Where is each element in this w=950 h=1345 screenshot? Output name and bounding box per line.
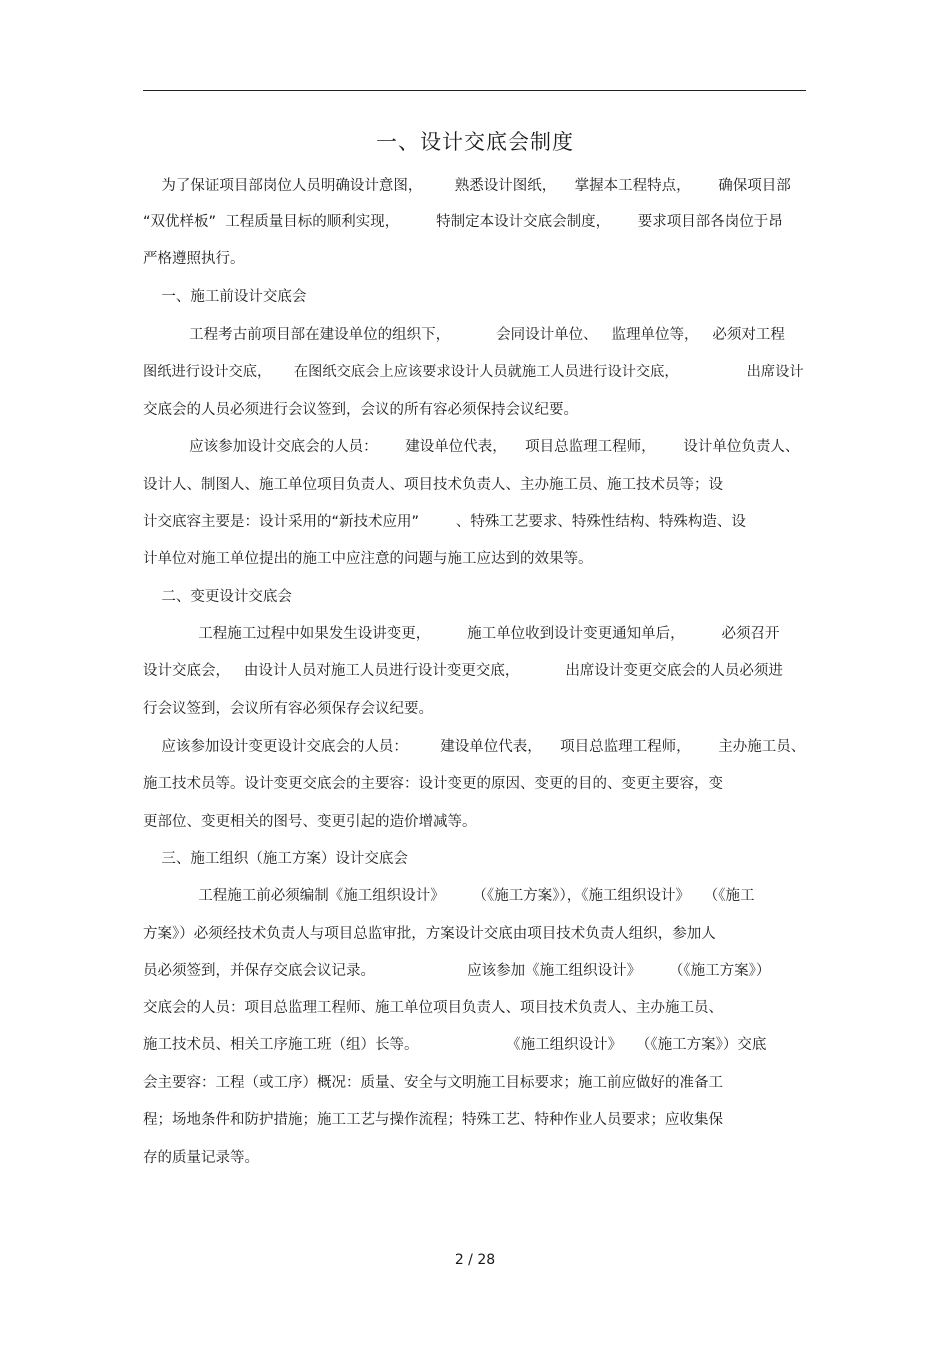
text-line: 方案》）必须经技术负责人与项目总监审批，方案设计交底由项目技术负责人组织，参加人 <box>143 926 716 942</box>
header-rule <box>143 90 806 91</box>
text-line: 应该参加设计变更设计交底会的人员： 建设单位代表， 项目总监理工程师， 主办施工员、 <box>143 739 806 755</box>
text-line: 严格遵照执行。 <box>143 251 245 267</box>
section-heading: 三、施工组织（施工方案）设计交底会 <box>143 851 408 867</box>
text-line: “双优样板” 工程质量目标的顺利实现， 特制定本设计交底会制度， 要求项目部各岗位于昂 <box>143 214 783 230</box>
text-line: 设计交底会， 由设计人员对施工人员进行设计变更交底， 出席设计变更交底会的人员必须进 <box>143 663 783 679</box>
text-line: 员必须签到，并保存交底会议记录。 应该参加《施工组织设计》 （《施工方案》） <box>143 963 771 979</box>
text-line: 程；场地条件和防护措施；施工工艺与操作流程；特殊工艺、特种作业人员要求；应收集保 <box>143 1112 723 1128</box>
page-title: 一、设计交底会制度 <box>376 130 574 154</box>
text-line: 图纸进行设计交底， 在图纸交底会上应该要求设计人员就施工人员进行设计交底， 出席设计 <box>143 364 804 380</box>
text-line: 更部位、变更相关的图号、变更引起的造价增减等。 <box>143 814 477 830</box>
text-line: 为了保证项目部岗位人员明确设计意图， 熟悉设计图纸， 掌握本工程特点， 确保项目部 <box>143 178 791 194</box>
text-line: 交底会的人员：项目总监理工程师、施工单位项目负责人、项目技术负责人、主办施工员、 <box>143 1000 723 1016</box>
section-heading: 一、施工前设计交底会 <box>143 289 307 305</box>
text-line: 会主要容：工程（或工序）概况：质量、安全与文明施工目标要求；施工前应做好的准备工 <box>143 1075 723 1091</box>
text-line: 行会议签到，会议所有容必须保存会议纪要。 <box>143 701 433 717</box>
text-line: 施工技术员、相关工序施工班（组）长等。 《施工组织设计》 （《施工方案》）交底 <box>143 1037 767 1053</box>
text-line: 存的质量记录等。 <box>143 1150 259 1166</box>
text-line: 交底会的人员必须进行会议签到，会议的所有容必须保持会议纪要。 <box>143 402 578 418</box>
text-line: 应该参加设计交底会的人员： 建设单位代表， 项目总监理工程师， 设计单位负责人、 <box>143 439 800 455</box>
text-line: 施工技术员等。设计变更交底会的主要容：设计变更的原因、变更的目的、变更主要容，变 <box>143 776 723 792</box>
section-heading: 二、变更设计交底会 <box>143 589 292 605</box>
text-line: 工程施工过程中如果发生设讲变更， 施工单位收到设计变更通知单后， 必须召开 <box>143 626 780 642</box>
text-line: 计交底容主要是：设计采用的“新技术应用” 、特殊工艺要求、特殊性结构、特殊构造、设 <box>143 514 746 530</box>
text-line: 设计人、制图人、施工单位项目负责人、项目技术负责人、主办施工员、施工技术员等；设 <box>143 477 723 493</box>
text-line: 工程考古前项目部在建设单位的组织下， 会同设计单位、 监理单位等， 必须对工程 <box>143 327 785 343</box>
text-line: 计单位对施工单位提出的施工中应注意的问题与施工应达到的效果等。 <box>143 551 593 567</box>
text-line: 工程施工前必须编制《施工组织设计》 （《施工方案》），《施工组织设计》 （《施工 <box>143 888 755 904</box>
page-number: 2 / 28 <box>454 1252 496 1268</box>
